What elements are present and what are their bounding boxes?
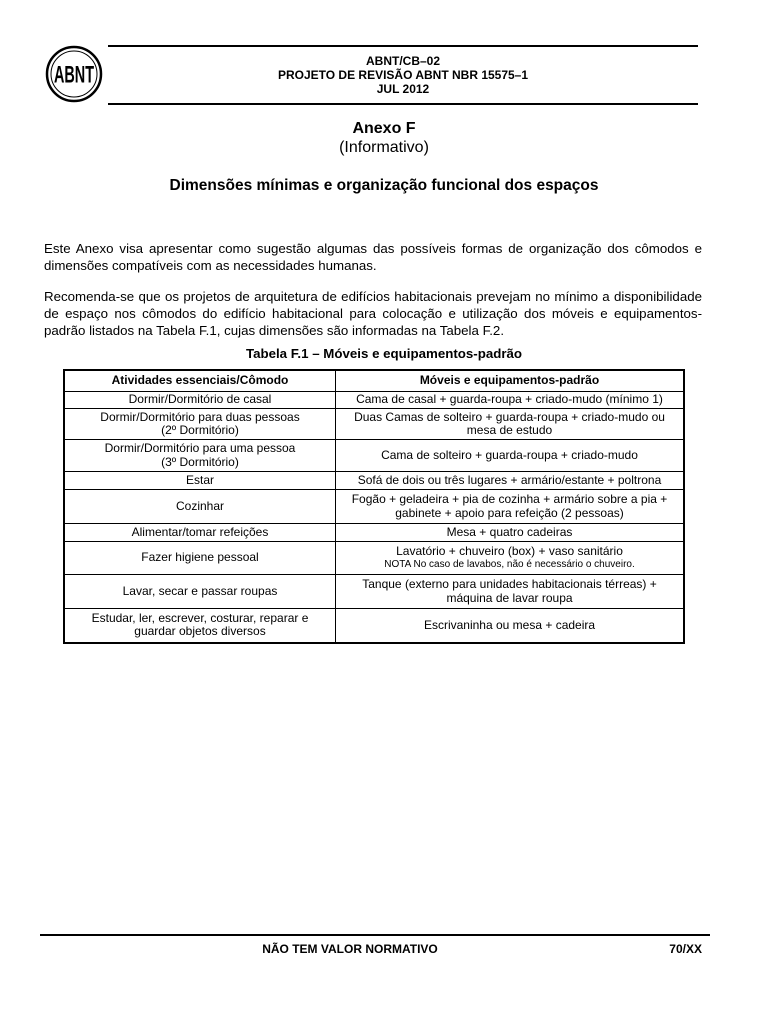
activity-cell: [64, 524, 336, 542]
table-note: NOTA No caso de lavabos, não é necessário o chuveiro.: [384, 559, 635, 570]
furniture-line: máquina de lavar roupa: [446, 590, 573, 605]
furniture-cell: [336, 472, 685, 490]
abnt-logo: [44, 44, 104, 104]
table-row: [64, 472, 684, 490]
activity-line: Estudar, ler, escrever, costurar, reparar e: [91, 610, 309, 625]
table-row: [64, 392, 684, 409]
furniture-table: [63, 369, 685, 644]
header-activity: Atividades essenciais/Cômodo: [64, 370, 336, 392]
furniture-cell: [336, 490, 685, 524]
activity-cell: [64, 472, 336, 490]
furniture-line: Duas Camas de solteiro + guarda-roupa + criado-mudo ou: [354, 409, 665, 424]
furniture-line: Cama de casal + guarda-roupa + criado-mudo (mínimo 1): [356, 392, 663, 407]
furniture-line: Mesa + quatro cadeiras: [446, 524, 573, 539]
table-row: [64, 542, 684, 575]
activity-line: Estar: [185, 472, 214, 487]
header-project: PROJETO DE REVISÃO ABNT NBR 15575–1: [277, 68, 529, 82]
annex-title: Anexo F: [352, 120, 416, 137]
annex-subtitle: (Informativo): [339, 139, 429, 156]
furniture-line: mesa de estudo: [466, 423, 553, 437]
header-furniture: Móveis e equipamentos-padrão: [336, 370, 685, 392]
footer-rule: [40, 934, 710, 936]
activity-line: Fazer higiene pessoal: [141, 550, 259, 565]
table-header-row: [64, 370, 684, 392]
furniture-cell: [336, 575, 685, 609]
activity-cell: [64, 440, 336, 472]
activity-cell: [64, 490, 336, 524]
header-code: ABNT/CB–02: [365, 54, 440, 68]
furniture-line: Cama de solteiro + guarda-roupa + criado-mudo: [381, 447, 638, 462]
activity-cell: [64, 575, 336, 609]
header-top-rule: [108, 45, 698, 47]
activity-line: (3º Dormitório): [161, 454, 239, 469]
header-bottom-rule: [108, 103, 698, 105]
table-row: [64, 409, 684, 440]
table-row: [64, 490, 684, 524]
recommendation-paragraph: Recomenda-se que os projetos de arquitetura de edifícios habitacionais prevejam no mínimo a disponibilidade de espaço nos cômodos do edifício habitacional para colocação e utilização dos móveis e equipamentos-padrão listados na Tabela F.1, cujas dimensões são informadas na Tabela F.2.: [44, 289, 702, 338]
furniture-line: Sofá de dois ou três lugares + armário/estante + poltrona: [357, 472, 662, 487]
header-date: JUL 2012: [376, 82, 430, 96]
furniture-cell: [336, 440, 685, 472]
activity-line: Lavar, secar e passar roupas: [122, 583, 278, 598]
logo-text: ABNT: [54, 60, 95, 88]
table-row: [64, 609, 684, 643]
furniture-line: gabinete + apoio para refeição (2 pessoas): [395, 505, 624, 520]
table-caption: Tabela F.1 – Móveis e equipamentos-padrão: [245, 346, 523, 361]
activity-line: (2º Dormitório): [161, 423, 239, 437]
annex-heading: Dimensões mínimas e organização funcional dos espaços: [169, 177, 599, 194]
activity-cell: [64, 542, 336, 575]
activity-line: Alimentar/tomar refeições: [131, 524, 269, 539]
furniture-cell: [336, 609, 685, 643]
furniture-cell: [336, 392, 685, 409]
furniture-line: Tanque (externo para unidades habitacionais térreas) +: [362, 577, 657, 591]
furniture-cell: [336, 409, 685, 440]
activity-cell: [64, 392, 336, 409]
activity-line: Dormir/Dormitório para uma pessoa: [104, 441, 296, 455]
page-number: 70/XX: [669, 942, 702, 956]
furniture-line: Escrivaninha ou mesa + cadeira: [423, 617, 596, 632]
activity-line: Dormir/Dormitório de casal: [128, 392, 272, 407]
activity-line: Dormir/Dormitório para duas pessoas: [100, 409, 300, 424]
activity-line: Cozinhar: [175, 498, 225, 513]
intro-paragraph: Este Anexo visa apresentar como sugestão algumas das possíveis formas de organização dos cômodos e dimensões compatíveis com as necessidades humanas.: [44, 241, 702, 273]
furniture-cell: [336, 542, 685, 575]
furniture-cell: [336, 524, 685, 542]
table-row: [64, 524, 684, 542]
activity-line: guardar objetos diversos: [134, 624, 266, 639]
furniture-line: Fogão + geladeira + pia de cozinha + armário sobre a pia +: [351, 492, 668, 506]
activity-cell: [64, 609, 336, 643]
table-row: [64, 440, 684, 472]
table-row: [64, 575, 684, 609]
activity-cell: [64, 409, 336, 440]
footer-disclaimer: NÃO TEM VALOR NORMATIVO: [262, 942, 438, 956]
furniture-line: Lavatório + chuveiro (box) + vaso sanitário: [396, 543, 623, 558]
